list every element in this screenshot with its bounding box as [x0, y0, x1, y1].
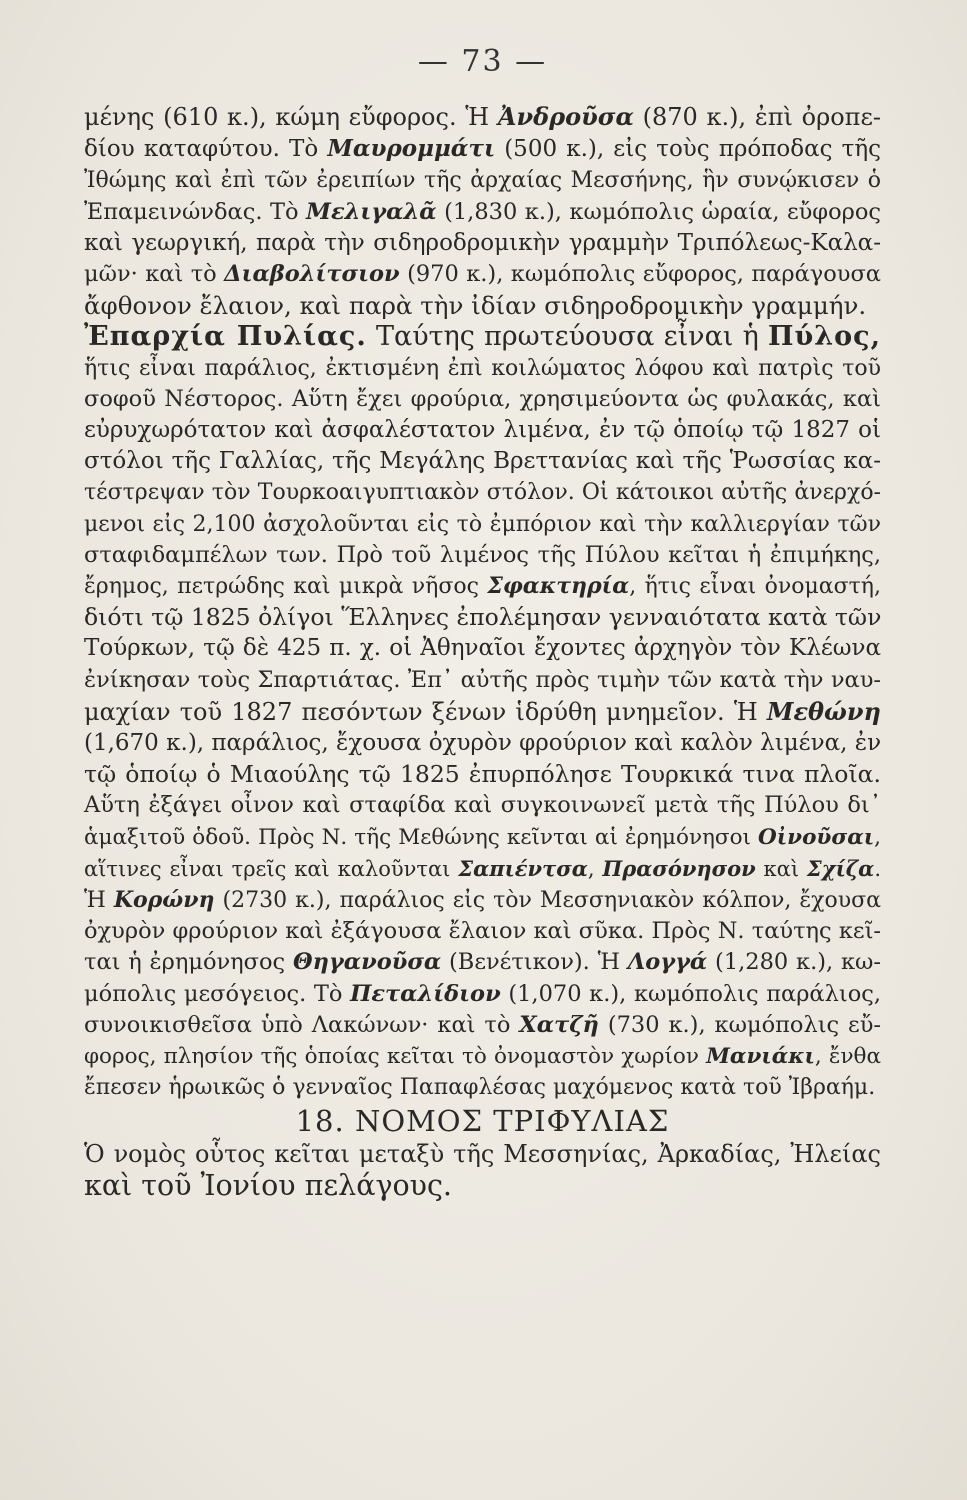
place-name: Μανιάκι — [706, 1044, 815, 1070]
place-name: Χατζῆ — [519, 1011, 599, 1038]
text-line: ἥτις εἶναι παράλιος, ἐκτισμένη ἐπὶ κοιλώματος λόφου καὶ πατρὶς τοῦ — [84, 355, 881, 381]
place-name: Πεταλίδιον — [350, 980, 501, 1007]
text-line: συνοικισθεῖσα ὑπὸ Λακώνων· καὶ τὸ Χατζῆ (730 κ.), κωμόπολις εὔ- — [84, 1011, 881, 1038]
text-line: (1,670 κ.), παράλιος, ἔχουσα ὀχυρὸν φρούριον καὶ καλὸν λιμένα, ἐν — [84, 730, 882, 757]
place-name: Μελιγαλᾶ — [306, 198, 437, 225]
place-name: Πρασόνησον — [602, 855, 756, 881]
text-line: Ἰθώμης καὶ ἐπὶ τῶν ἐρειπίων τῆς ἀρχαίας Μεσσήνης, ἣν συνῴκισεν ὁ — [84, 168, 881, 194]
text-line: στόλοι τῆς Γαλλίας, τῆς Μεγάλης Βρεττανίας καὶ τῆς Ῥωσσίας κα- — [84, 448, 881, 475]
text-line: μαχίαν τοῦ 1827 πεσόντων ξένων ἱδρύθη μνημεῖον. Ἡ Μεθώνη — [84, 696, 881, 726]
text-line: καὶ τοῦ Ἰονίου πελάγους. — [84, 1168, 452, 1202]
text-line: Ἐπαμεινώνδας. Τὸ Μελιγαλᾶ (1,830 κ.), κωμόπολις ὡραία, εὔφορος — [84, 198, 881, 225]
place-name: Σχίζα — [806, 855, 875, 881]
text-line: ἁμαξιτοῦ ὁδοῦ. Πρὸς Ν. τῆς Μεθώνης κεῖνται αἱ ἐρημόνησοι Οἰνοῦσαι, — [84, 824, 881, 850]
place-name: Σφακτηρία — [487, 573, 630, 600]
text-line: δίου καταφύτου. Τὸ Μαυρομμάτι (500 κ.), εἰς τοὺς πρόποδας τῆς — [84, 135, 881, 163]
place-name: Λογγά — [627, 949, 708, 976]
section-heading-inline: Ἐπαρχία Πυλίας. — [84, 321, 367, 353]
place-name: Κορώνη — [113, 887, 215, 914]
place-name: Σαπιέντσα — [458, 855, 588, 881]
text-line: Αὕτη ἐξάγει οἶνον καὶ σταφίδα καὶ συγκοινωνεῖ μετὰ τῆς Πύλου δι᾽ — [84, 792, 881, 819]
text-line: Ἡ Κορώνη (2730 κ.), παράλιος εἰς τὸν Μεσσηνιακὸν κόλπον, ἔχουσα — [84, 887, 881, 914]
text-line: μενοι εἰς 2,100 ἀσχολοῦνται εἰς τὸ ἐμπόριον καὶ τὴν καλλιεργίαν τῶν — [84, 511, 881, 537]
page-number: — 73 — — [417, 44, 548, 79]
text-line: μῶν· καὶ τὸ Διαβολίτσιον (970 κ.), κωμόπολις εὔφορος, παράγουσα — [84, 261, 881, 288]
place-name: Διαβολίτσιον — [224, 261, 400, 288]
text-line: ἔπεσεν ἡρωικῶς ὁ γενναῖος Παπαφλέσας μαχόμενος κατὰ τοῦ Ἰβραήμ. — [84, 1075, 876, 1101]
place-name: Πύλος, — [767, 321, 881, 353]
text-line: Ἐπαρχία Πυλίας. Ταύτης πρωτεύουσα εἶναι ἡ Πύλος, — [84, 321, 881, 353]
text-line: τέστρεψαν τὸν Τουρκοαιγυπτιακὸν στόλον. Οἱ κάτοικοι αὐτῆς ἀνερχό- — [84, 480, 881, 506]
place-name: Μεθώνη — [766, 696, 881, 726]
text-line: αἵτινες εἶναι τρεῖς καὶ καλοῦνται Σαπιέντσα, Πρασόνησον καὶ Σχίζα. — [84, 855, 882, 881]
place-name: Ἀνδροῦσα — [497, 102, 634, 131]
text-line: φορος, πλησίον τῆς ὁποίας κεῖται τὸ ὀνομαστὸν χωρίον Μανιάκι, ἔνθα — [84, 1044, 881, 1070]
section-title: 18. ΝΟΜΟΣ ΤΡΙΦΥΛΙΑΣ — [295, 1103, 670, 1138]
text-line: ἄφθονον ἔλαιον, καὶ παρὰ τὴν ἰδίαν σιδηροδρομικὴν γραμμήν. — [84, 291, 867, 321]
place-name: Οἰνοῦσαι — [758, 824, 875, 850]
place-name: Θηγανοῦσα — [292, 949, 442, 976]
text-line: ἔρημος, πετρώδης καὶ μικρὰ νῆσος Σφακτηρία, ἥτις εἶναι ὀνομαστή, — [84, 573, 881, 600]
text-line: εὐρυχωρότατον καὶ ἀσφαλέστατον λιμένα, ἐν τῷ ὁποίῳ τῷ 1827 οἱ — [84, 417, 881, 444]
text-line: καὶ γεωργική, παρὰ τὴν σιδηροδρομικὴν γραμμὴν Τριπόλεως-Καλα- — [84, 229, 881, 256]
text-line: σοφοῦ Νέστορος. Αὕτη ἔχει φρούρια, χρησιμεύοντα ὡς φυλακάς, καὶ — [84, 385, 881, 412]
main-text — [84, 101, 881, 1104]
text-line: ὀχυρὸν φρούριον καὶ ἐξάγουσα ἔλαιον καὶ σῦκα. Πρὸς Ν. ταύτης κεῖ- — [84, 918, 881, 945]
text-line: ἐνίκησαν τοὺς Σπαρτιάτας. Ἐπ᾽ αὐτῆς πρὸς τιμὴν τῶν κατὰ τὴν ναυ- — [84, 666, 881, 693]
text-line: διότι τῷ 1825 ὀλίγοι Ἕλληνες ἐπολέμησαν γενναιότατα κατὰ τῶν — [84, 603, 882, 632]
text-line: σταφιδαμπέλων των. Πρὸ τοῦ λιμένος τῆς Πύλου κεῖται ἡ ἐπιμήκης, — [84, 541, 881, 568]
text-line: Τούρκων, τῷ δὲ 425 π. χ. οἱ Ἀθηναῖοι ἔχοντες ἀρχηγὸν τὸν Κλέωνα — [84, 635, 881, 662]
text-line: Ὁ νομὸς οὗτος κεῖται μεταξὺ τῆς Μεσσηνίας, Ἀρκαδίας, Ἠλείας — [84, 1139, 881, 1168]
text-line: μένης (610 κ.), κώμη εὔφορος. Ἡ Ἀνδροῦσα (870 κ.), ἐπὶ ὀροπε- — [84, 102, 881, 131]
text-line: μόπολις μεσόγειος. Τὸ Πεταλίδιον (1,070 κ.), κωμόπολις παράλιος, — [84, 980, 882, 1007]
place-name: Μαυρομμάτι — [327, 135, 496, 163]
text-line: ται ἡ ἐρημόνησος Θηγανοῦσα (Βενέτικον). Ἡ Λογγά (1,280 κ.), κω- — [84, 949, 881, 976]
text-line: τῷ ὁποίῳ ὁ Μιαούλης τῷ 1825 ἐπυρπόλησε Τουρκικά τινα πλοῖα. — [84, 760, 881, 789]
section-text — [84, 1139, 881, 1201]
